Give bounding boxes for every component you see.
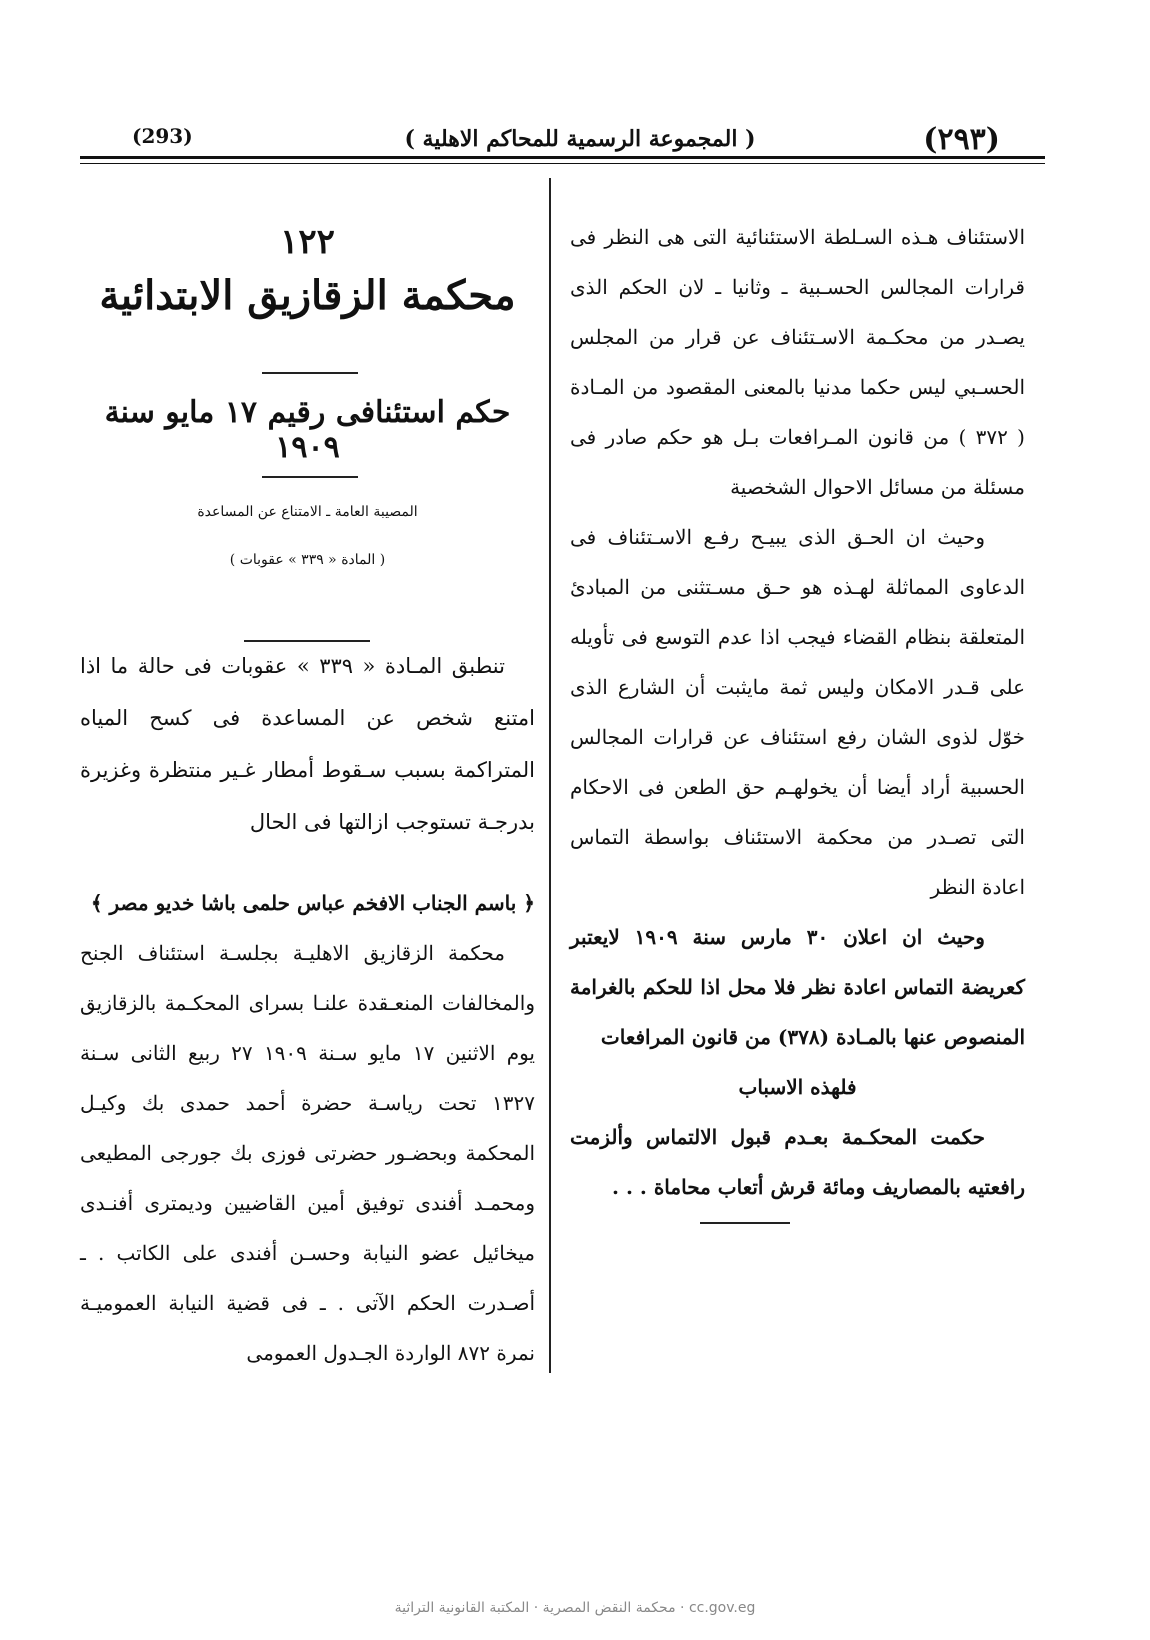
separator-rule	[262, 476, 358, 478]
separator-rule	[262, 372, 358, 374]
column-divider	[549, 178, 551, 1373]
right-paragraph-3: وحيث ان اعلان ٣٠ مارس سنة ١٩٠٩ لايعتبر كعريضة التماس اعادة نظر فلا محل اذا للحكم بالغرامة المنصوص عنها بالمـادة (٣٧٨) من قانون المرافعات	[570, 925, 1025, 1049]
summary-text: تنطبق المـادة « ٣٣٩ » عقوبات فى حالة ما اذا امتنع شخص عن المساعدة فى كسح المياه المتراكمة بسبب سـقوط أمطار غـير منتظرة وغزيرة بدرجـة تستوجب ازالتها فى الحال	[80, 654, 535, 834]
body-text: محكمة الزقازيق الاهليـة بجلسـة استئناف الجنح والمخالفات المنعـقدة علنـا بسراى المحكـمة بالزقازيق يوم الاثنين ١٧ مايو سـنة ١٩٠٩ ٢٧ ربيع الثانى سـنة ١٣٢٧ تحت رياسـة حضرة أحمد حمدى بك وكيـل المحكمة وبحضـور حضرتى فوزى بك جورجى المطيعى ومحمـد أفندى توفيق أمين القاضيين وديمترى أفنـدى ميخائيل عضو النيابة وحسـن أفندى على الكاتب . ـ أصـدرت الحكم الآتى . ـ فى قضية النيابة العموميـة نمرة ٨٧٢ الواردة الجـدول العمومى	[80, 941, 536, 1365]
verdict-text: حكمت المحكـمة بعـدم قبول الالتماس وألزمت رافعتيه بالمصاريف ومائة قرش أتعاب محاماة . . .	[570, 1125, 1025, 1199]
ruling-heading: حكم استئنافى رقيم ١٧ مايو سنة ١٩٠٩	[104, 395, 511, 465]
ruling-summary	[80, 640, 535, 848]
right-paragraph-2: وحيث ان الحـق الذى يبيـح رفـع الاسـتئناف فى الدعاوى المماثلة لهـذه هو حـق مسـتثنى من المبادئ المتعلقة بنظام القضاء فيجب اذا عدم التوسع فى تأويله على قـدر الامكان وليس ثمة مايثبت أن الشارع الذى خوّل لذوى الشان رفع استئناف عن قرارات المجالس الحسبية أراد أيضا أن يخولهـم حق الطعن فى الاحكام التى تصـدر من محكمة الاستئناف بواسطة التماس اعادة النظر	[570, 525, 1025, 899]
page-number-latin: (293)	[132, 124, 193, 148]
ruling-body	[80, 878, 535, 1378]
header-rule-thin	[80, 163, 1045, 164]
separator-rule	[244, 640, 370, 642]
right-column	[570, 212, 1025, 1212]
footer-watermark: cc.gov.eg · محكمة النقض المصرية · المكتبة القانونية التراثية	[394, 1600, 756, 1616]
article-reference: ( المادة « ٣٣٩ » عقوبات )	[229, 552, 386, 568]
case-number: ١٢٢	[280, 222, 335, 262]
keywords: المصيبة العامة ـ الامتناع عن المساعدة	[197, 504, 418, 520]
page-number-arabic: (٢٩٣)	[923, 122, 1000, 157]
right-paragraph-1: الاستئناف هـذه السـلطة الاستئنائية التى هى النظر فى قرارات المجالس الحسـبية ـ وثانيا ـ لان الحكم الذى يصـدر من محكـمة الاسـتئناف عن قرار من المجلس الحسـبي ليس حكما مدنيا بالمعنى المقصود من المـادة ( ٣٧٢ ) من قانون المـرافعات بـل هو حكم صادر فى مسئلة من مسائل الاحوال الشخصية	[570, 225, 1025, 499]
court-name: محكمة الزقازيق الابتدائية	[99, 272, 516, 319]
header-rule-thick	[80, 156, 1045, 159]
end-rule	[700, 1222, 790, 1224]
reasons-heading: فلهذه الاسباب	[738, 1075, 857, 1099]
journal-title: ( المجموعة الرسمية للمحاكم الاهلية )	[404, 126, 756, 152]
invocation: ﴿ باسم الجناب الافخم عباس حلمى باشا خديو مصر ﴾	[90, 891, 535, 915]
